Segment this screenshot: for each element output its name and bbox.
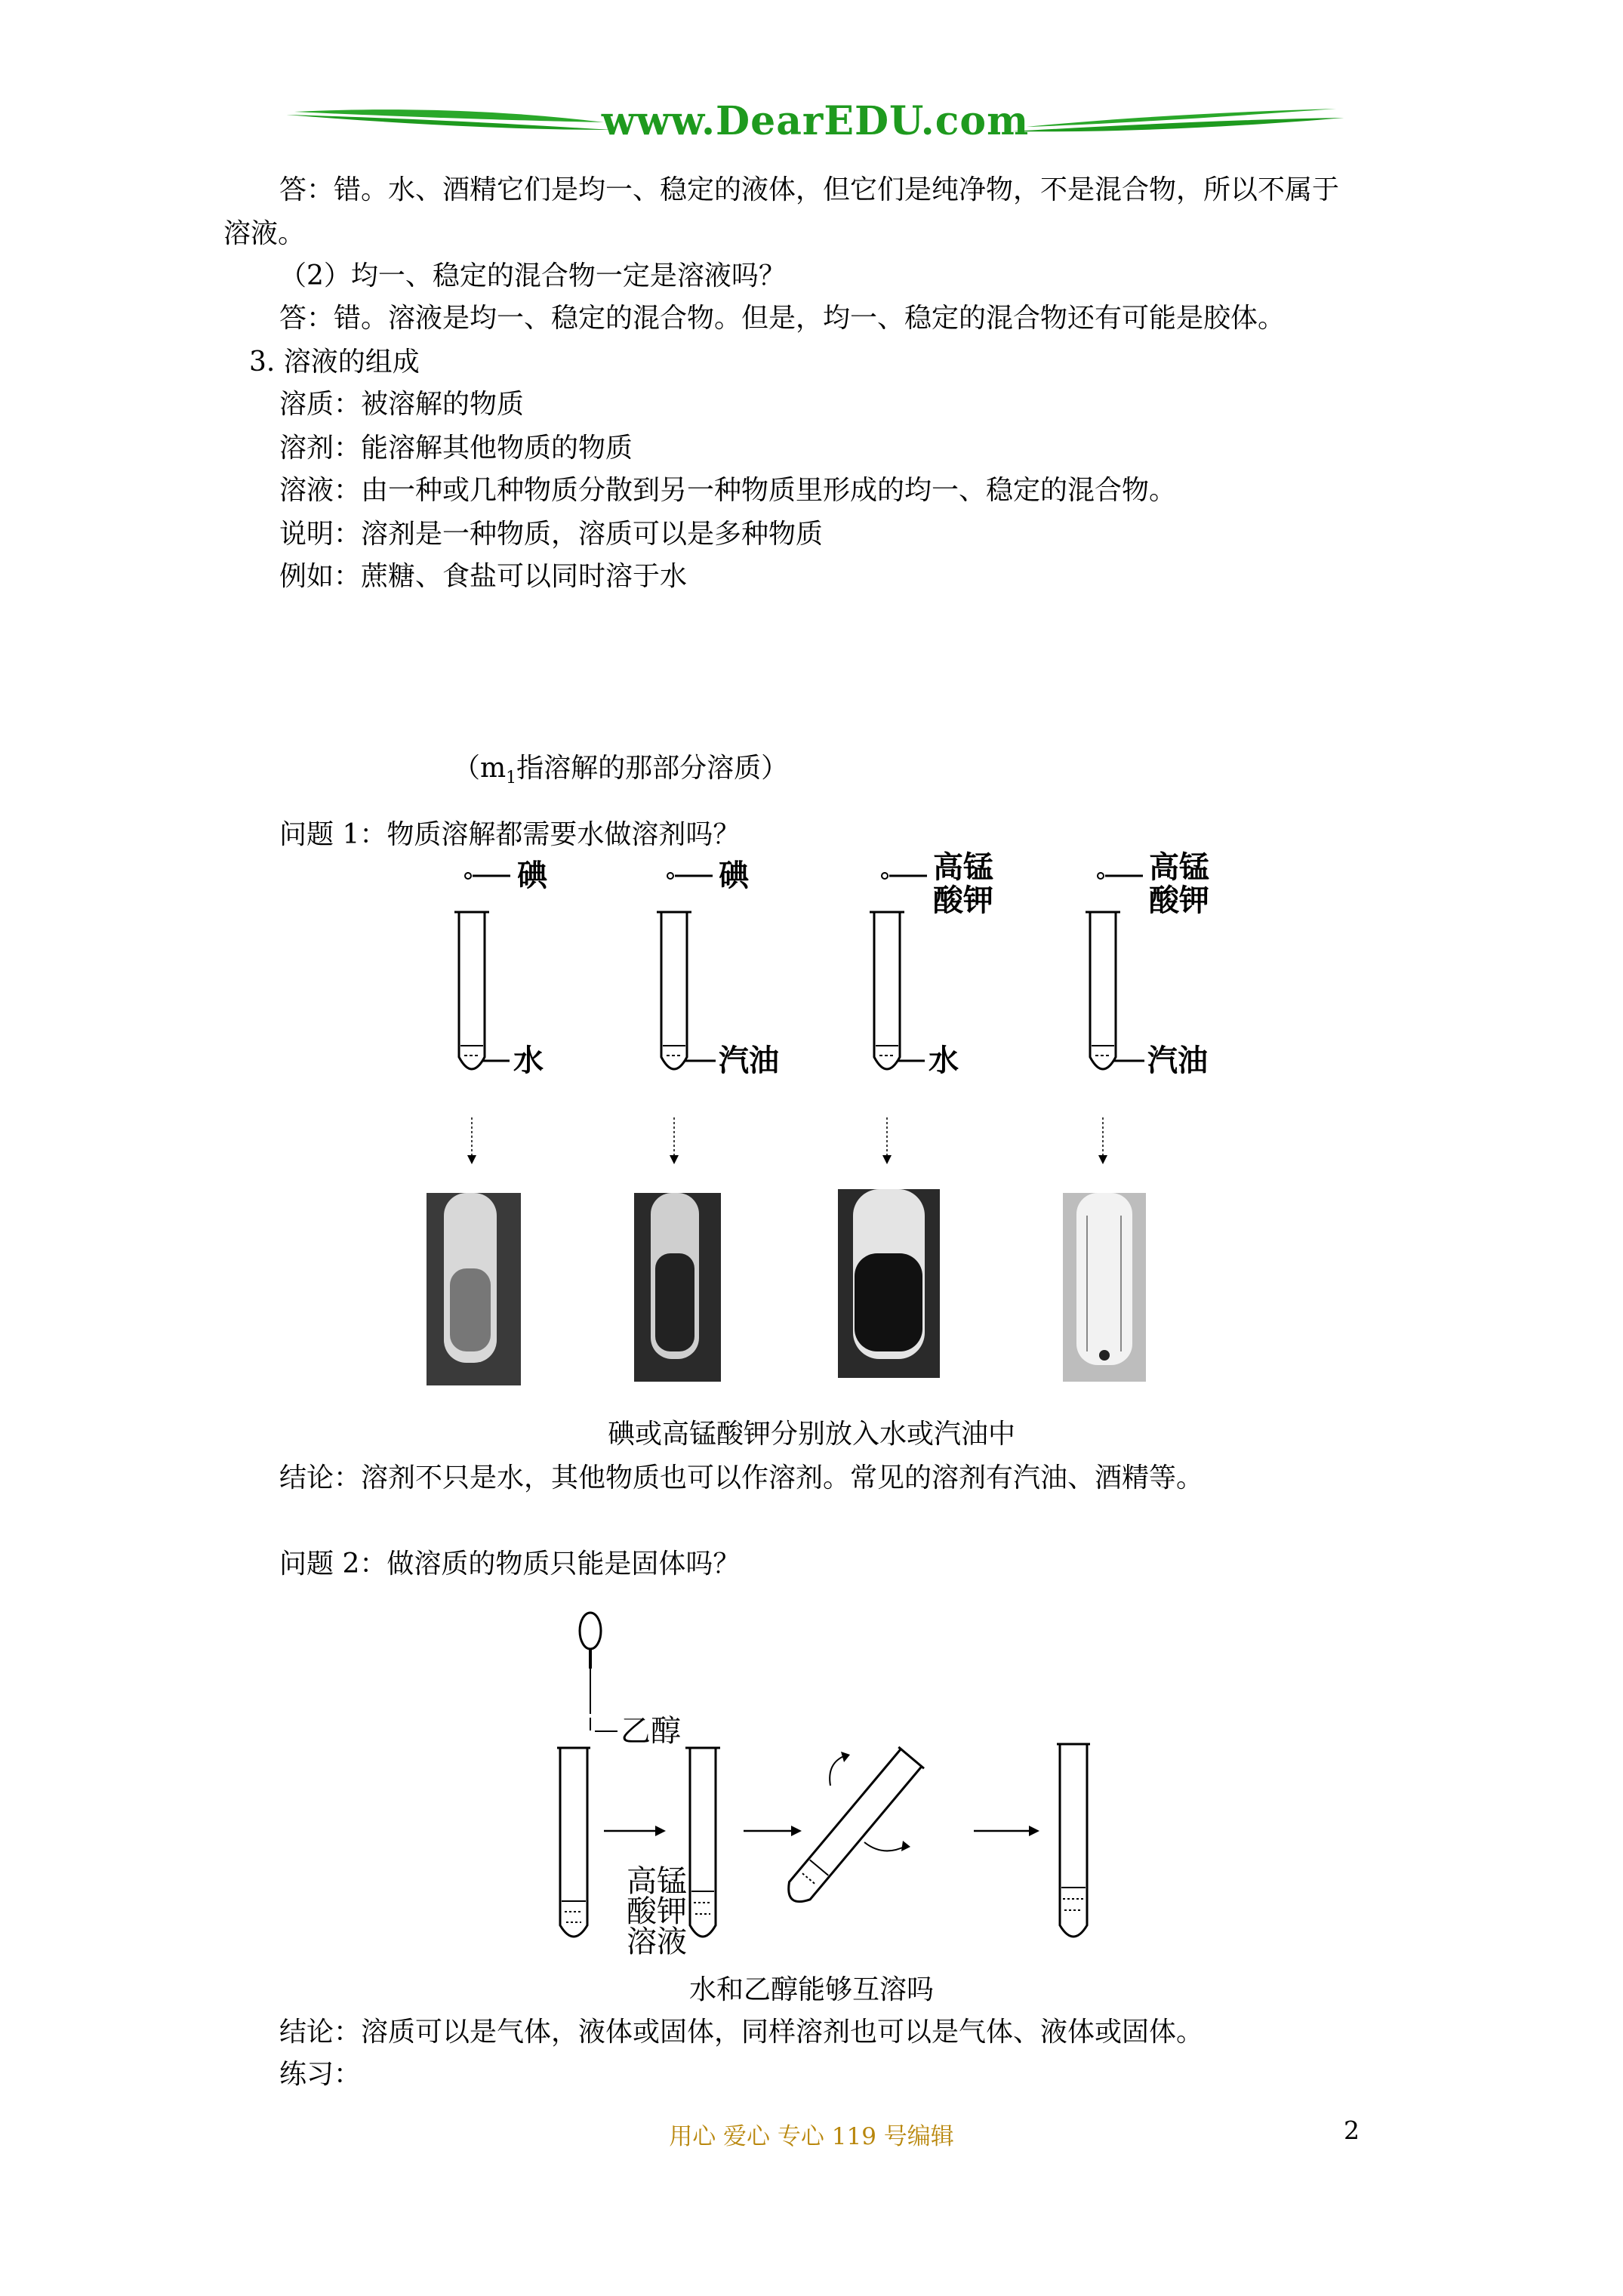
tube-d	[1057, 1744, 1090, 1937]
tube-c-tilted	[780, 1747, 924, 1910]
solution-label-3: 溶液	[627, 1925, 687, 1959]
tube-2-solute-label: 碘	[719, 858, 749, 893]
figure-1-test-tubes	[408, 850, 1313, 1404]
tube-iodine-gasoline	[634, 858, 779, 1382]
tube-permanganate-water	[838, 850, 993, 1378]
definition-solute: 溶质：被溶解的物质	[279, 389, 525, 420]
figure-2-ethanol-mixing	[528, 1601, 1132, 1978]
conclusion-1: 结论：溶剂不只是水，其他物质也可以作溶剂。常见的溶剂有汽油、酒精等。	[279, 1462, 1204, 1493]
definition-solvent: 溶剂：能溶解其他物质的物质	[279, 433, 633, 464]
tube-3-solute-line-2: 酸钾	[933, 883, 993, 918]
question-1-text: 问题 1：物质溶解都需要水做溶剂吗？	[279, 819, 741, 850]
exercise-heading: 练习：	[279, 2059, 362, 2090]
header-logo	[287, 83, 1344, 151]
answer-2-text: 答：错。溶液是均一、稳定的混合物。但是，均一、稳定的混合物还有可能是胶体。	[279, 303, 1286, 334]
question-2-text: （2）均一、稳定的混合物一定是溶液吗？	[279, 260, 786, 291]
m1-note-suffix: 指溶解的那部分溶质）	[516, 753, 789, 784]
question-2-heading: 问题 2：做溶质的物质只能是固体吗？	[279, 1549, 741, 1579]
answer-1-line-1: 答：错。水、酒精它们是均一、稳定的液体，但它们是纯净物，不是混合物，所以不属于	[279, 174, 1340, 205]
answer-1-line-2: 溶液。	[223, 218, 306, 249]
solution-label-2: 酸钾	[627, 1894, 687, 1929]
note-text: 说明：溶剂是一种物质，溶质可以是多种物质	[279, 519, 824, 550]
example-text: 例如：蔗糖、食盐可以同时溶于水	[279, 561, 688, 592]
tube-3-solute-line-1: 高锰	[933, 850, 993, 885]
tube-1-solvent-label: 水	[513, 1043, 544, 1078]
tube-4-solute-line-2: 酸钾	[1149, 883, 1209, 918]
dropper-icon	[580, 1613, 601, 1730]
tube-b	[685, 1748, 720, 1937]
tube-4-solvent-label: 汽油	[1147, 1043, 1208, 1078]
tube-3-solvent-label: 水	[929, 1043, 959, 1078]
figure-1-caption: 碘或高锰酸钾分别放入水或汽油中	[607, 1419, 1015, 1450]
solution-label-1: 高锰	[627, 1864, 687, 1899]
site-name[interactable]: www.DearEDU.com	[601, 98, 1030, 144]
conclusion-2: 结论：溶质可以是气体，液体或固体，同样溶剂也可以是气体、液体或固体。	[279, 2017, 1204, 2048]
tube-a	[557, 1748, 590, 1937]
tube-1-solute-label: 碘	[517, 858, 547, 893]
tube-2-solvent-label: 汽油	[719, 1043, 779, 1078]
section-3-heading: 3. 溶液的组成	[249, 347, 420, 378]
m1-note	[453, 754, 788, 794]
m1-note-sub: 1	[506, 769, 517, 788]
ethanol-label: 乙醇	[621, 1714, 681, 1749]
figure-2-caption: 水和乙醇能够互溶吗	[688, 1974, 934, 2005]
tube-iodine-water	[427, 858, 548, 1385]
page-number: 2	[1344, 2116, 1360, 2145]
tube-permanganate-gasoline	[1063, 850, 1209, 1382]
m1-note-prefix: （m	[453, 753, 507, 784]
footer-text: 用心 爱心 专心 119 号编辑	[669, 2123, 954, 2150]
tube-4-solute-line-1: 高锰	[1149, 850, 1209, 885]
definition-solution: 溶液：由一种或几种物质分散到另一种物质里形成的均一、稳定的混合物。	[279, 475, 1177, 506]
